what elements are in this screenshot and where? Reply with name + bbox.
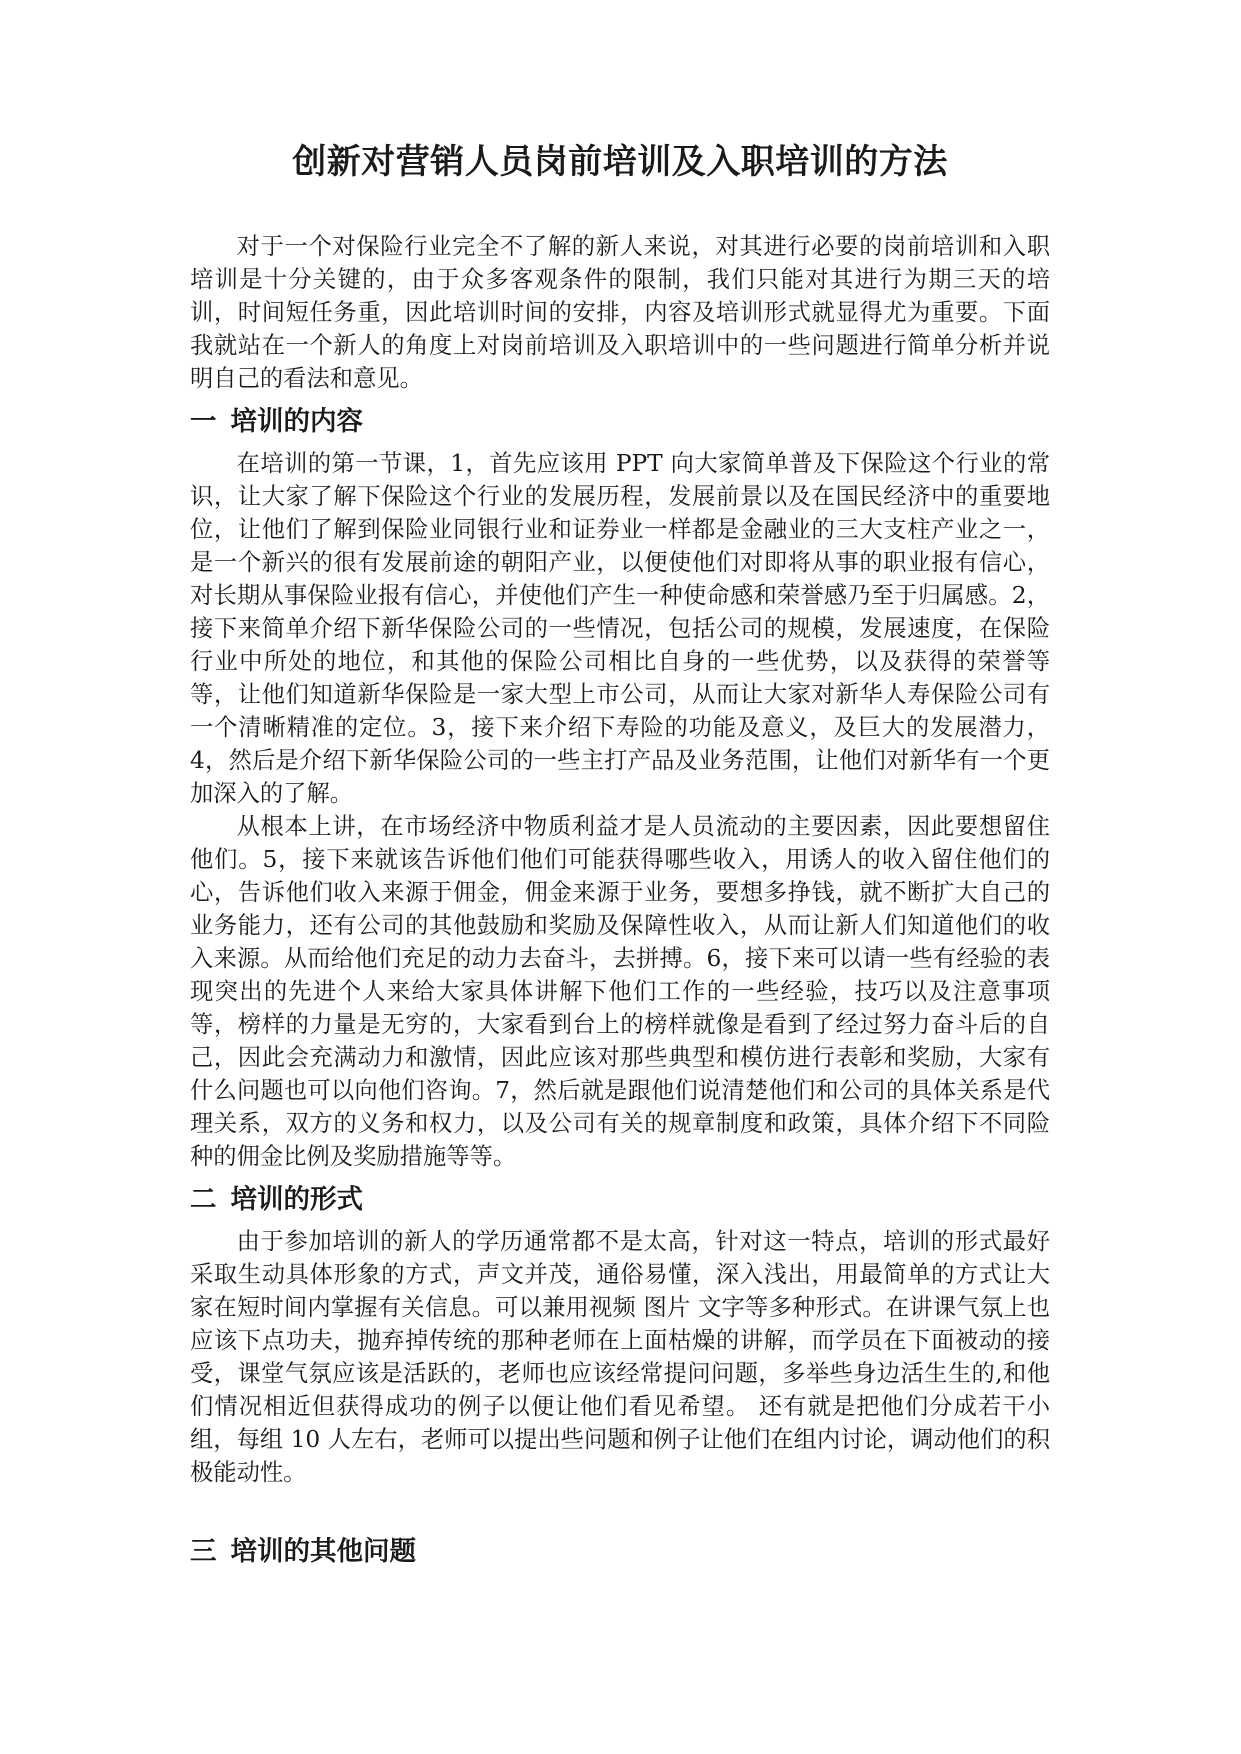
document-page xyxy=(190,140,1050,1577)
section-number: 二 xyxy=(190,1184,217,1215)
section-title: 培训的内容 xyxy=(230,406,363,437)
section-number: 三 xyxy=(190,1536,217,1567)
section-title: 培训的形式 xyxy=(230,1184,363,1215)
document-title: 创新对营销人员岗前培训及入职培训的方法 xyxy=(292,142,948,182)
section-heading-format xyxy=(190,1183,1050,1217)
section-number: 一 xyxy=(190,406,217,437)
section-title: 培训的其他问题 xyxy=(230,1536,416,1567)
section-heading-other-issues xyxy=(190,1535,1050,1569)
section-heading-content xyxy=(190,405,1050,439)
format-paragraph-1: 由于参加培训的新人的学历通常都不是太高，针对这一特点，培训的形式最好采取生动具体形象的方式，声文并茂，通俗易懂，深入浅出，用最简单的方式让大家在短时间内掌握有关信息。可以兼用视频 图片 文字等多种形式。在讲课气氛上也应该下点功夫，抛弃掉传统的那种老师在上面枯燥的讲解，而学员在下面被动的接受，课堂气氛应该是活跃的，老师也应该经常提问问题，多举些身边活生生的,和他们情况相近但获得成功的例子以便让他们看见希望。 还有就是把他们分成若干小组，每组 10 人左右，老师可以提出些问题和例子让他们在组内讨论，调动他们的积极能动性。 xyxy=(190,1228,1050,1486)
content-paragraph-1: 在培训的第一节课，1，首先应该用 PPT 向大家简单普及下保险这个行业的常识，让大家了解下保险这个行业的发展历程，发展前景以及在国民经济中的重要地位，让他们了解到保险业同银行业和证券业一样都是金融业的三大支柱产业之一，是一个新兴的很有发展前途的朝阳产业，以便使他们对即将从事的职业报有信心，对长期从事保险业报有信心，并使他们产生一种使命感和荣誉感乃至于归属感。2，接下来简单介绍下新华保险公司的一些情况，包括公司的规模，发展速度，在保险行业中所处的地位，和其他的保险公司相比自身的一些优势，以及获得的荣誉等等，让他们知道新华保险是一家大型上市公司，从而让大家对新华人寿保险公司有一个清晰精准的定位。3，接下来介绍下寿险的功能及意义，及巨大的发展潜力，4，然后是介绍下新华保险公司的一些主打产品及业务范围，让他们对新华有一个更加深入的了解。 xyxy=(190,450,1050,807)
intro-paragraph: 对于一个对保险行业完全不了解的新人来说，对其进行必要的岗前培训和入职培训是十分关键的，由于众多客观条件的限制，我们只能对其进行为期三天的培训，时间短任务重，因此培训时间的安排，内容及培训形式就显得尤为重要。下面我就站在一个新人的角度上对岗前培训及入职培训中的一些问题进行简单分析并说明自己的看法和意见。 xyxy=(190,233,1050,392)
content-paragraph-2: 从根本上讲，在市场经济中物质利益才是人员流动的主要因素，因此要想留住他们。5，接下来就该告诉他们他们可能获得哪些收入，用诱人的收入留住他们的心，告诉他们收入来源于佣金，佣金来源于业务，要想多挣钱，就不断扩大自己的业务能力，还有公司的其他鼓励和奖励及保障性收入，从而让新人们知道他们的收入来源。从而给他们充足的动力去奋斗，去拼搏。6，接下来可以请一些有经验的表现突出的先进个人来给大家具体讲解下他们工作的一些经验，技巧以及注意事项等，榜样的力量是无穷的，大家看到台上的榜样就像是看到了经过努力奋斗后的自己，因此会充满动力和激情，因此应该对那些典型和模仿进行表彰和奖励，大家有什么问题也可以向他们咨询。7，然后就是跟他们说清楚他们和公司的具体关系是代理关系，双方的义务和权力，以及公司有关的规章制度和政策，具体介绍下不同险种的佣金比例及奖励措施等等。 xyxy=(190,813,1050,1170)
